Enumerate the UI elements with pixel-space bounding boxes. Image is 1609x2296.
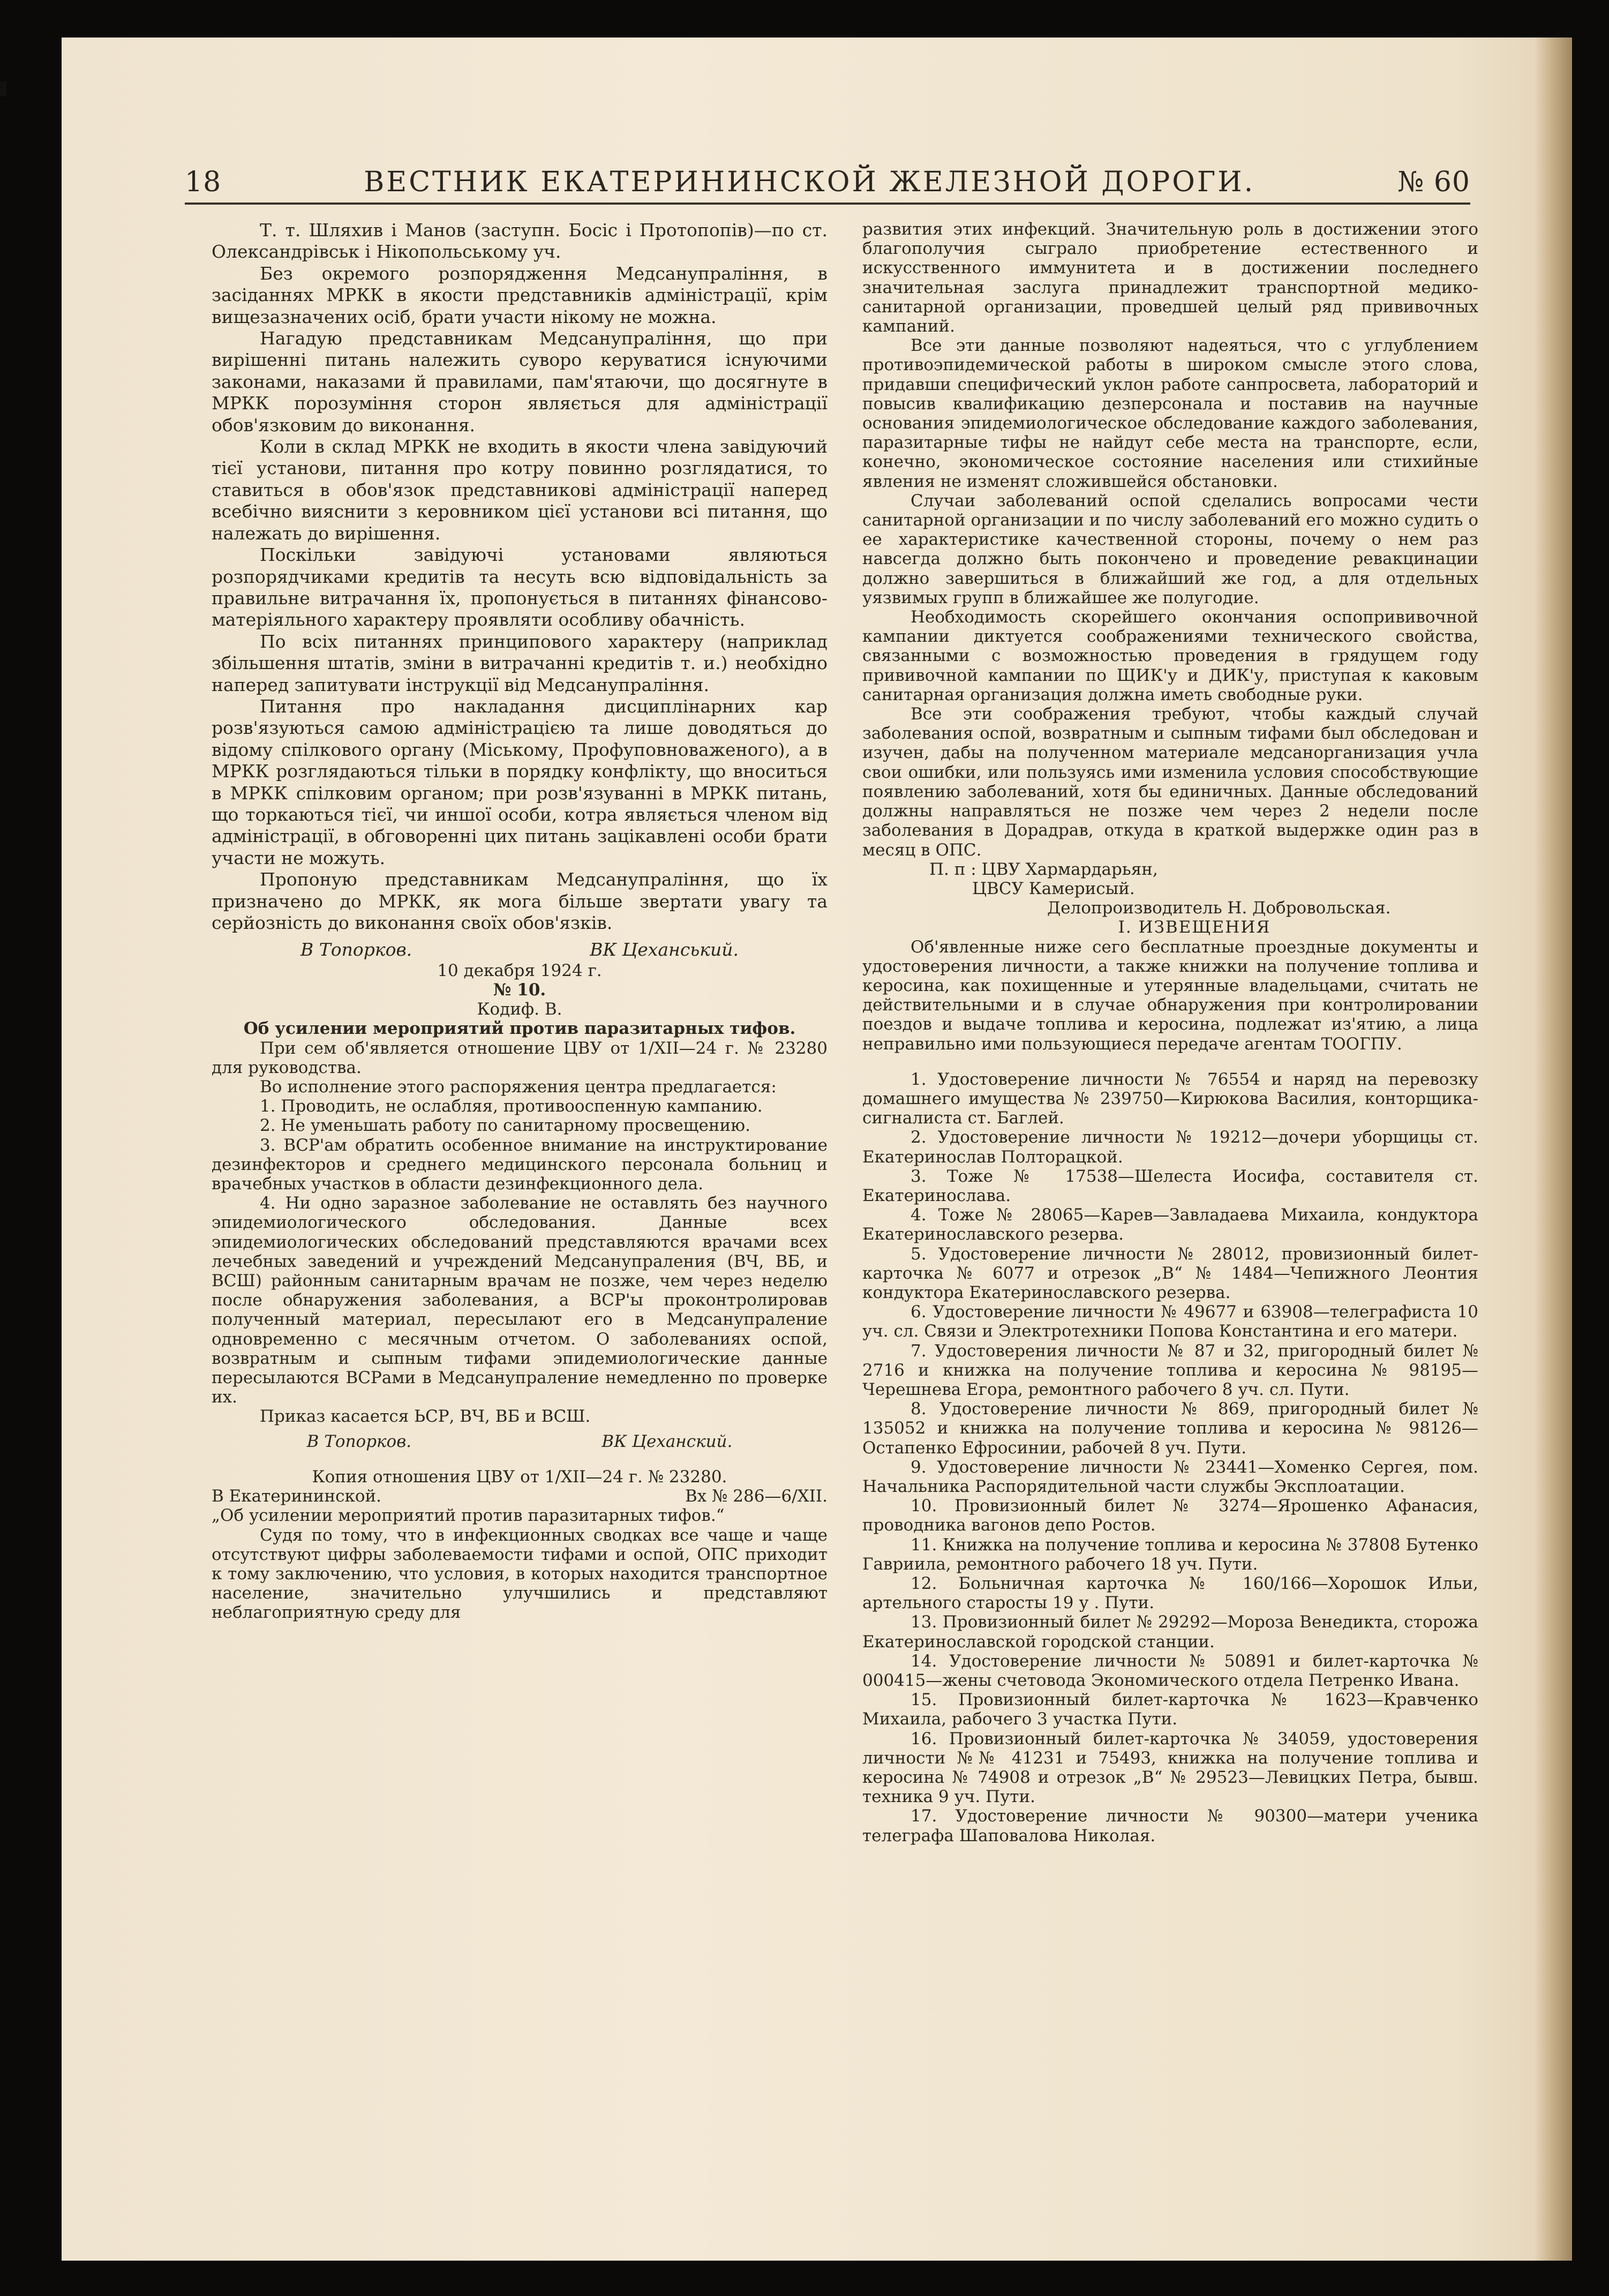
signature: Делопроизводитель Н. Добровольская.: [1047, 898, 1391, 918]
issue-number: № 60: [1397, 166, 1470, 198]
page-binding-edge: [1535, 37, 1572, 2261]
header-rule: [185, 202, 1470, 205]
paragraph: Во исполнение этого распоряжения центра предлагается:: [260, 1077, 777, 1097]
paragraph: Коли в склад МРКК не входить в якости члена завідуючий тієї установи, питання про котру повинно розглядатися, то ставиться в обов'язок представникові адміністрації наперед всебічно вияснити з керовником цієї установи всі питання, що належать до вирішення.: [212, 436, 828, 544]
paragraph: Судя по тому, что в инфекционных сводках все чаще и чаще отсутствуют цифры заболеваемости тифами и оспой, ОПС приходит к тому заключению, что условия, в которых находится транспортное население, значительно улучшились и представляют неблагоприятную среду для: [212, 1525, 828, 1623]
signature: ЦВСУ Камерисый.: [972, 879, 1135, 898]
paragraph: Случаи заболеваний оспой сделались вопросами чести санитарной организации и по числу заболеваний его можно судить о ее характеристике качественной стороны, почему о нем раз навсегда должно быть покончено и проведение ревакцинации должно завершиться в ближайший же год, а для отдельных уязвимых групп в ближайшее же полугодие.: [862, 491, 1478, 607]
signature-right: ВК Цеханский.: [602, 1431, 733, 1451]
paragraph: Т. т. Шляхив і Манов (заступн. Босіс і Протопопів)—по ст. Олександрівськ і Нікопольському уч.: [212, 220, 828, 262]
paragraph: Нагадую представникам Медсанупраління, що при вирішенні питань належить суворо керуватися існуючими законами, наказами й правилами, пам'ятаючи, що досягнуте в МРКК порозуміння сторон являється для адміністрації обов'язковим до виконання.: [212, 328, 828, 436]
copy-to: В Екатерининской.: [212, 1487, 382, 1506]
section-title: I. ИЗВЕЩЕНИЯ: [1118, 918, 1271, 937]
list-item: 17. Удостоверение личности № 90300—матери ученика телеграфа Шаповалова Николая.: [862, 1806, 1478, 1845]
list-item: 9. Удостоверение личности № 23441—Хоменко Сергея, пом. Начальника Распорядительной части службы Эксплоатации.: [862, 1457, 1478, 1496]
paragraph: Необходимость скорейшего окончания оспопрививочной кампании диктуется соображениями технического свойства, связанными с возможностью проведения в грядущем году прививочной кампании по ЩИК'у и ДИК'у, приступая к каковым санитарная организация должна иметь свободные руки.: [862, 607, 1478, 704]
signature-right: ВК Цеханський.: [590, 939, 739, 961]
paragraph: Приказ касается ЬСР, ВЧ, ВБ и ВСШ.: [260, 1407, 591, 1427]
signature-left: В Топорков.: [300, 939, 412, 961]
signature-left: В Топорков.: [306, 1431, 412, 1451]
list-item: 8. Удостоверение личности № 869, пригородный билет № 135052 и книжка на получение топлива и керосина № 98126—Остапенко Ефросинии, рабочей 8 уч. Пути.: [862, 1399, 1478, 1458]
list-item: 5. Удостоверение личности № 28012, провизионный билет-карточка № 6077 и отрезок „В“ № 1484—Чепижного Леонтия кондуктора Екатеринославского резерва.: [862, 1244, 1478, 1302]
paragraph: 4. Ни одно заразное заболевание не оставлять без научного эпидемиологического обследования. Данные всех эпидемиологических обследований представляются врачами всех лечебных заведений и учреждений Медсанупраления (ВЧ, ВБ, и ВСШ) районным санитарным врачам не позже, чем через неделю после обнаружения заболевания, а ВСР'ы проконтролировав полученный материал, пересылают его в Медсанупраление одновременно с месячным отчетом. О заболеваниях оспой, возвратным и сыпным тифами эпидемиологические данные пересылаются ВСРами в Медсанупраление немедленно по проверке их.: [212, 1194, 828, 1407]
list-item: 15. Провизионный билет-карточка № 1623—Кравченко Михаила, рабочего 3 участка Пути.: [862, 1690, 1478, 1729]
copy-title: Копия отношения ЦВУ от 1/XII—24 г. № 23280.: [312, 1467, 727, 1487]
order-block: [212, 961, 828, 1623]
order-title: Об усилении мероприятий против паразитарных тифов.: [243, 1019, 796, 1039]
list-item: 13. Провизионный билет № 29292—Мороза Венедикта, сторожа Екатеринославской городской станции.: [862, 1612, 1478, 1652]
order-number: № 10.: [493, 980, 546, 1000]
list-item: 6. Удостоверение личности № 49677 и 63908—телеграфиста 10 уч. сл. Связи и Электротехники Попова Константина и его матери.: [862, 1302, 1478, 1341]
list-item: 14. Удостоверение личности № 50891 и билет-карточка № 000415—жены счетовода Экономического отдела Петренко Ивана.: [862, 1651, 1478, 1691]
notice-intro: Об'явленные ниже сего бесплатные проездные документы и удостоверения личности, а также книжки на получение топлива и керосина, как похищенные и утерянные владельцами, считать не действительными и в случае обнаружения при контролировании поездов и выдаче топлива и керосина, подлежат из'ятию, а лица неправильно ими пользующиеся передаче агентам ТООГПУ.: [862, 937, 1478, 1054]
order-signature-line: [212, 1432, 828, 1451]
list-item: 7. Удостоверения личности № 87 и 32, пригородный билет № 2716 и книжка на получение топлива и керосина № 98195—Черешнева Егора, ремонтного рабочего 8 уч. сл. Пути.: [862, 1341, 1478, 1399]
paragraph: 2. Не уменьшать работу по санитарному просвещению.: [260, 1116, 750, 1136]
paragraph: Питання про накладання дисциплінарних кар розв'язуються самою адміністрацією та лише доводяться до відому спілкового органу (Міському, Профуповноваженого), а в МРКК розглядаються тільки в порядку конфлікту, що вноситься в МРКК спілковим органом; при розв'язуванні в МРКК питань, що торкаються тієї, чи иншої особи, котра являється членом від адміністрації, в обговоренні цих питань зацікавлені особи брати участи не можуть.: [212, 695, 828, 868]
signature-line: [212, 939, 828, 961]
scan-edge-mark: [0, 81, 6, 96]
list-item: 10. Провизионный билет № 3274—Ярошенко Афанасия, проводника вагонов депо Ростов.: [862, 1496, 1478, 1535]
copy-ref: Вх № 286—6/XII.: [685, 1487, 828, 1506]
paragraph: развития этих инфекций. Значительную роль в достижении этого благополучия сыграло приобретение естественного и искусственного иммунитета и в достижении последнего значительная заслуга принадлежит транспортной медико-санитарной организации, проведшей целый ряд прививочных кампаний.: [862, 220, 1478, 336]
list-item: 1. Удостоверение личности № 76554 и наряд на перевозку домашнего имущества № 239750—Кирюкова Василия, конторщика-сигналиста ст. Баглей.: [862, 1069, 1478, 1128]
left-column: [212, 220, 828, 1623]
paragraph: При сем об'является отношение ЦВУ от 1/XII—24 г. № 23280 для руководства.: [212, 1038, 828, 1077]
paragraph: Все эти данные позволяют надеяться, что с углублением противоэпидемической работы в широком смысле этого слова, придавши специфический уклон работе санпросвета, лабораторий и повысив квалификацию дезперсонала и поставив на научные основания эпидемиологическое обследование каждого заболевания, паразитарные тифы не найдут себе места на транспорте, если, конечно, экономическое состояние населения или стихийные явления не изменят сложившейся обстановки.: [862, 336, 1478, 491]
copy-routing-line: [212, 1487, 828, 1506]
page-number: 18: [185, 166, 222, 198]
list-item: 12. Больничная карточка № 160/166—Хорошок Ильи, артельного старосты 19 у . Пути.: [862, 1574, 1478, 1613]
paragraph: Поскільки завідуючі установами являються розпорядчиками кредитів та несуть всю відповідальність за правильне витрачання їх, пропонується в питаннях фінансово-матеріяльного характеру проявляти особливу обачність.: [212, 544, 828, 631]
order-codif: Кодиф. В.: [477, 1000, 562, 1019]
paragraph: Все эти соображения требуют, чтобы каждый случай заболевания оспой, возвратным и сыпным тифами был обследован и изучен, дабы на полученном материале медсанорганизация учла свои ошибки, или пользуясь ими изменила условия способствующие появлению заболеваний, хотя бы единичных. Данные обследований должны направляться не позже чем через 2 недели после заболевания в Дорадрав, откуда в краткой выдержке один раз в месяц в ОПС.: [862, 704, 1478, 860]
page-header: [185, 155, 1470, 198]
order-date: 10 декабря 1924 г.: [437, 961, 602, 980]
paragraph: Пропоную представникам Медсанупраління, що їх призначено до МРКК, як мога більше звертати увагу та серйозність до виконання своїх обов'язків.: [212, 869, 828, 933]
paragraph: 3. ВСР'ам обратить особенное внимание на инструктирование дезинфекторов и среднего медицинского персонала больниц и врачебных участков в области дезинфекционного дела.: [212, 1135, 828, 1194]
list-item: 3. Тоже № 17538—Шелеста Иосифа, составителя ст. Екатеринослава.: [862, 1166, 1478, 1205]
periodical-title: ВЕСТНИК ЕКАТЕРИНИНСКОЙ ЖЕЛЕЗНОЙ ДОРОГИ.: [364, 166, 1255, 198]
copy-subject: „Об усилении мероприятий против паразитарных тифов.“: [212, 1506, 725, 1526]
list-item: 4. Тоже № 28065—Карев—Завладаева Михаила, кондуктора Екатеринославского резерва.: [862, 1205, 1478, 1244]
signature: П. п : ЦВУ Хармардарьян,: [929, 859, 1158, 879]
spacer: [212, 1451, 828, 1467]
list-item: 16. Провизионный билет-карточка № 34059, удостоверения личности №№ 41231 и 75493, книжка на получение топлива и керосина № 74908 и отрезок „В“ № 29523—Левицких Петра, бывш. техника 9 уч. Пути.: [862, 1729, 1478, 1807]
paragraph: По всіх питаннях принципового характеру (наприклад збільшення штатів, зміни в витрачанні кредитів т. и.) необхідно наперед запитувати інструкції від Медсанупраління.: [212, 631, 828, 695]
paragraph: 1. Проводить, не ослабляя, противооспенную кампанию.: [260, 1097, 763, 1116]
spacer: [862, 1054, 1478, 1070]
list-item: 2. Удостоверение личности № 19212—дочери уборщицы ст. Екатеринослав Полторацкой.: [862, 1128, 1478, 1167]
list-item: 11. Книжка на получение топлива и керосина № 37808 Бутенко Гавриила, ремонтного рабочего 18 уч. Пути.: [862, 1535, 1478, 1574]
paragraph: Без окремого розпорядження Медсанупраління, в засіданнях МРКК в якости представників адміністрації, крім вищезазначених осіб, брати участи нікому не можна.: [212, 262, 828, 327]
right-column: [862, 220, 1478, 1845]
